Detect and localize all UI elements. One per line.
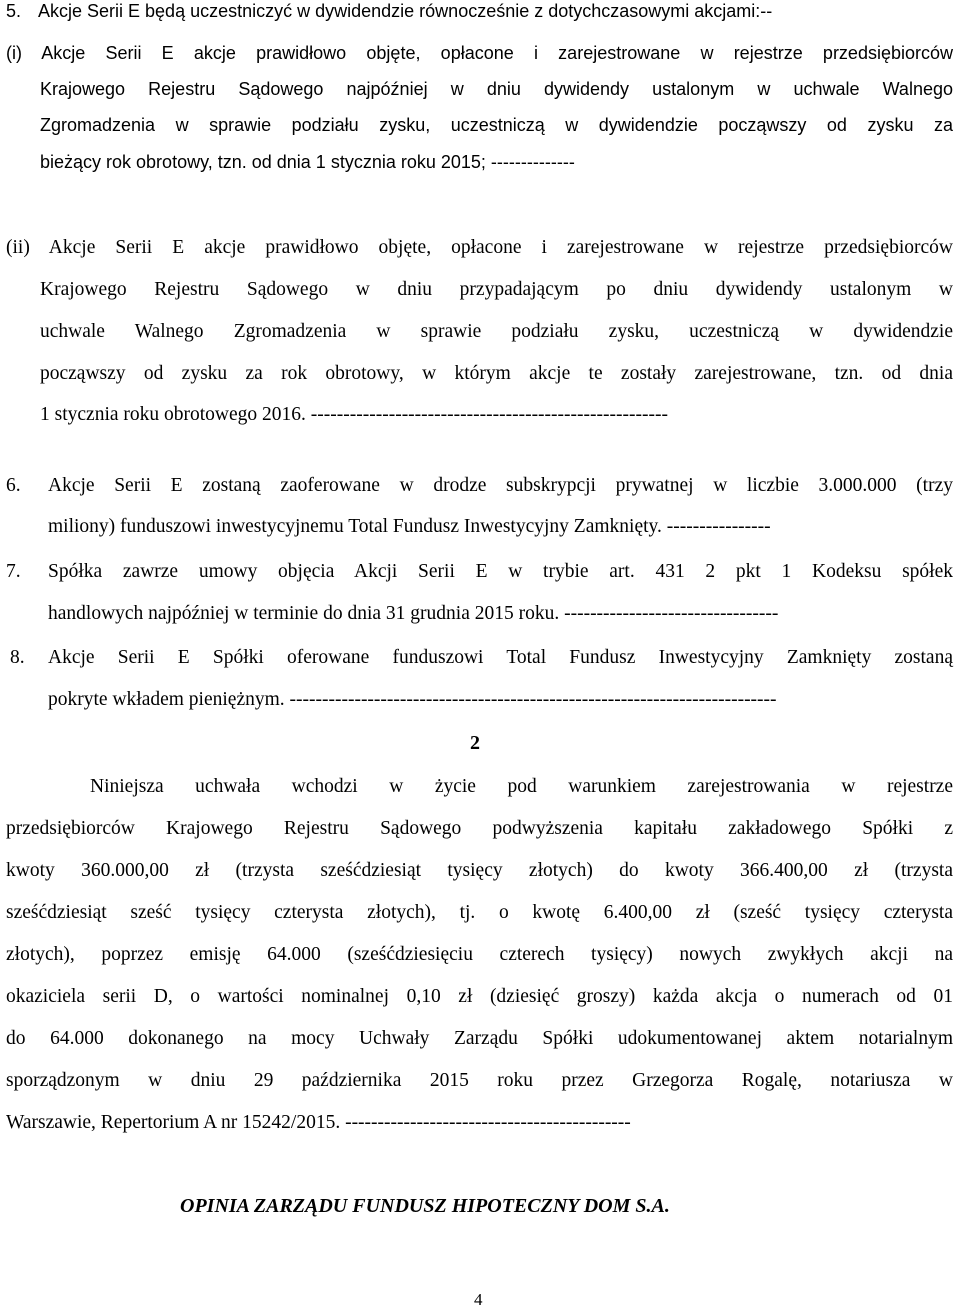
item-5-text: Akcje Serii E będą uczestniczyć w dywidendzie równocześnie z dotychczasowymi akcjami:-- — [38, 1, 773, 21]
item-7-line-1: Spółka zawrze umowy objęcia Akcji Serii E w trybie art. 431 2 pkt 1 Kodeksu spółek — [48, 561, 953, 582]
paragraph-line-9: Warszawie, Repertorium A nr 15242/2015. -------------------------------------------- — [6, 1112, 631, 1133]
paragraph-line-5: złotych), poprzez emisję 64.000 (sześćdziesięciu czterech tysięcy) nowych zwykłych akcji na — [6, 944, 953, 965]
item-8-line-2: pokryte wkładem pieniężnym. --------------------------------------------------------------------------- — [48, 689, 777, 710]
item-6-line-1: Akcje Serii E zostaną zaoferowane w drodze subskrypcji prywatnej w liczbie 3.000.000 (trzy — [48, 475, 953, 496]
paragraph-line-8: sporządzonym w dniu 29 października 2015 roku przez Grzegorza Rogalę, notariusza w — [6, 1070, 953, 1091]
item-7-number: 7. — [6, 561, 21, 582]
item-5-i-line-2: Krajowego Rejestru Sądowego najpóźniej w dniu dywidendy ustalonym w uchwale Walnego — [40, 79, 953, 99]
item-5-ii-line-1: (ii) Akcje Serii E akcje prawidłowo objęte, opłacone i zarejestrowane w rejestrze przedsiębiorców — [6, 237, 953, 258]
paragraph-line-4: sześćdziesiąt sześć tysięcy czterysta złotych), tj. o kwotę 6.400,00 zł (sześć tysięcy czterysta — [6, 902, 953, 923]
paragraph-line-2: przedsiębiorców Krajowego Rejestru Sądowego podwyższenia kapitału zakładowego Spółki z — [6, 818, 953, 839]
item-6-number: 6. — [6, 475, 21, 496]
paragraph-line-7: do 64.000 dokonanego na mocy Uchwały Zarządu Spółki udokumentowanej aktem notarialnym — [6, 1028, 953, 1049]
item-5-ii-line-2: Krajowego Rejestru Sądowego w dniu przypadającym po dniu dywidendy ustalonym w — [40, 279, 953, 300]
item-5-i-line-1: (i) Akcje Serii E akcje prawidłowo objęte, opłacone i zarejestrowane w rejestrze przedsiębiorców — [6, 43, 953, 63]
item-5-i-line-3: Zgromadzenia w sprawie podziału zysku, uczestniczą w dywidendzie począwszy od zysku za — [40, 115, 953, 135]
paragraph-line-3: kwoty 360.000,00 zł (trzysta sześćdziesiąt tysięcy złotych) do kwoty 366.400,00 zł (trzysta — [6, 860, 953, 881]
page-number: 4 — [474, 1290, 483, 1309]
item-5-ii-line-3: uchwale Walnego Zgromadzenia w sprawie podziału zysku, uczestniczą w dywidendzie — [40, 321, 953, 342]
paragraph-line-1: Niniejsza uchwała wchodzi w życie pod warunkiem zarejestrowania w rejestrze — [90, 776, 953, 797]
item-5-ii-line-4: począwszy od zysku za rok obrotowy, w którym akcje te zostały zarejestrowane, tzn. od dnia — [40, 363, 953, 384]
item-7-line-2: handlowych najpóźniej w terminie do dnia 31 grudnia 2015 roku. --------------------------------- — [48, 603, 779, 624]
section-heading: 2 — [470, 732, 480, 754]
item-8-line-1: Akcje Serii E Spółki oferowane funduszowi Total Fundusz Inwestycyjny Zamknięty zostaną — [48, 647, 953, 668]
paragraph-line-6: okaziciela serii D, o wartości nominalnej 0,10 zł (dziesięć groszy) każda akcja o numerach od 01 — [6, 986, 953, 1007]
item-5-number: 5. — [6, 1, 22, 21]
opinion-title: OPINIA ZARZĄDU FUNDUSZ HIPOTECZNY DOM S.A. — [180, 1195, 670, 1217]
item-6-line-2: miliony) funduszowi inwestycyjnemu Total Fundusz Inwestycyjny Zamknięty. ---------------- — [48, 516, 771, 537]
item-5-i-line-4: bieżący rok obrotowy, tzn. od dnia 1 stycznia roku 2015; -------------- — [40, 152, 575, 172]
item-5-ii-line-5: 1 stycznia roku obrotowego 2016. ------------------------------------------------------- — [40, 404, 668, 425]
item-8-number: 8. — [10, 647, 25, 668]
